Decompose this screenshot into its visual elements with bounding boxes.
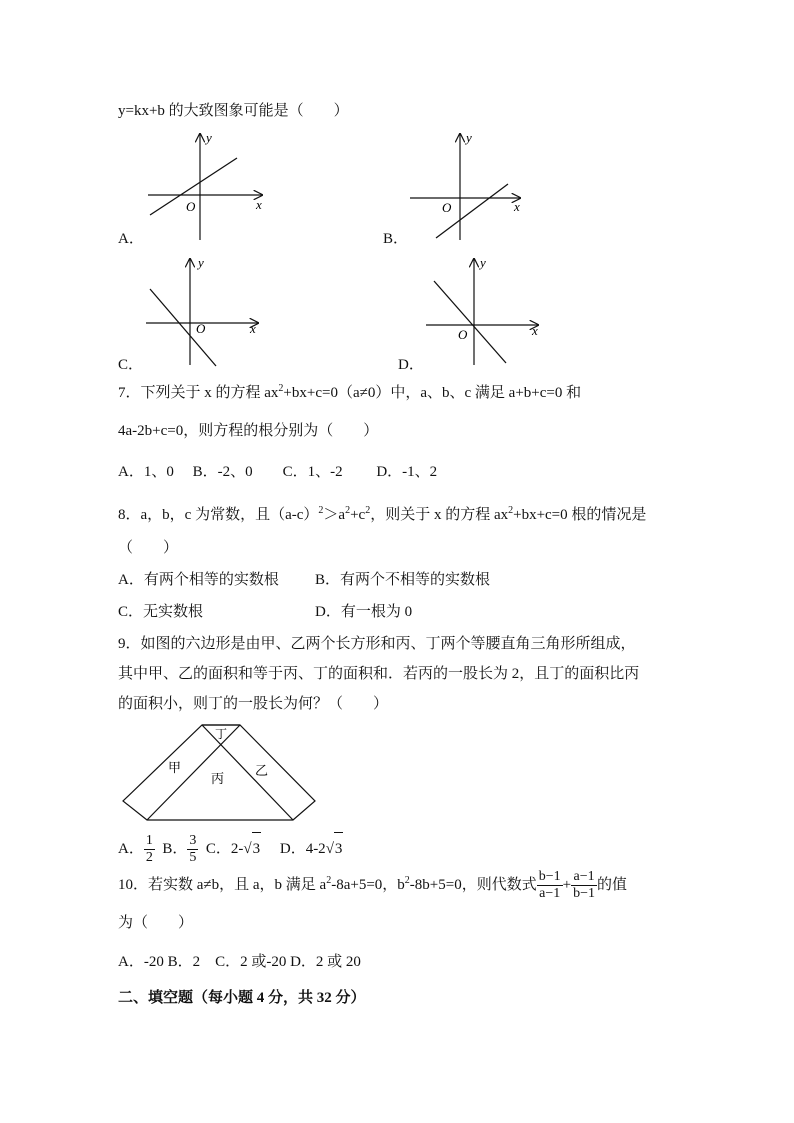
question-8-line-1: 8．a，b，c 为常数，且$(a-c)^2>a^2+c^2$，则关于 x 的方程 $ax^2+bx+c=0$ 根的情况是 [118, 505, 647, 523]
graph-b-y-label: y [466, 130, 472, 145]
graph-d-y-label: y [480, 255, 486, 270]
figure-label-ding: 丁 [215, 727, 228, 741]
figure-label-jia: 甲 [168, 760, 182, 775]
graph-c-y-label: y [198, 255, 204, 270]
question-9-options: A． $\frac{1}{2}$ B． $\frac{3}{5}$ C．2-√3 D．4-2√3 [118, 833, 343, 866]
question-9-line-2: 其中甲、乙的面积和等于丙、丁的面积和．若丙的一股长为 2，且丁的面积比丙 [118, 666, 640, 682]
graph-c-origin: O [196, 321, 206, 336]
question-9-line-3: 的面积小，则丁的一股长为何？（ ） [118, 696, 389, 712]
graph-d-x-label: x [532, 323, 538, 338]
hexagon-figure [120, 720, 320, 822]
graph-b-origin: O [442, 200, 452, 215]
question-8-line-2: （ ） [118, 540, 179, 556]
section-2-heading: 二、填空题（每小题 4 分，共 32 分） [118, 990, 366, 1006]
graph-option-a [140, 128, 280, 243]
question-8-option-b: B．有两个不相等的实数根 [315, 572, 491, 588]
question-8-option-c: C．无实数根 [118, 604, 204, 620]
graph-c-x-label: x [250, 321, 256, 336]
question-9-line-1: 9．如图的六边形是由甲、乙两个长方形和丙、丁两个等腰直角三角形所组成， [118, 636, 636, 652]
question-8-option-d: D．有一根为 0 [315, 604, 413, 620]
question-10-line-1: 10．若实数 a≠b，且 a，b 满足 $a^2-8a+5=0$，$b^2-8b+5=0$，则代数式 $\frac{b-1}{a-1}$ + $\frac{a-1}{b-1}$ 的值 [118, 869, 628, 902]
question-10-line-2: 为（ ） [118, 915, 194, 931]
graph-option-b [402, 128, 532, 243]
graph-b-letter: B． [383, 231, 409, 247]
graph-a-y-label: y [206, 130, 212, 145]
graph-a-letter: A． [118, 231, 144, 247]
graph-b-x-label: x [514, 199, 520, 214]
question-7-line-1: 7．下列关于 x 的方程 $ax^2+bx+c=0(a\ne 0)$中，a、b、c 满足 a+b+c=0 和 [118, 383, 582, 401]
question-10-options: A．-20 B．2 C．2 或-20 D．2 或 20 [118, 954, 361, 970]
graph-a-x-label: x [256, 197, 262, 212]
question-8-option-a: A．有两个相等的实数根 [118, 572, 279, 588]
question-7-options: A．1、0 B．-2、0 C．1、-2 D．-1、2 [118, 464, 438, 480]
question-7-line-2: 4a-2b+c=0，则方程的根分别为（ ） [118, 423, 379, 439]
question-6-stem: y=kx+b 的大致图象可能是（ ） [118, 103, 349, 119]
graph-d-letter: D． [398, 357, 424, 373]
graph-d-origin: O [458, 327, 468, 342]
graph-a-origin: O [186, 199, 196, 214]
graph-option-d [420, 253, 550, 368]
graph-option-c [140, 253, 270, 368]
graph-c-letter: C． [118, 357, 144, 373]
figure-label-yi: 乙 [255, 763, 269, 778]
figure-label-bing: 丙 [211, 771, 225, 786]
